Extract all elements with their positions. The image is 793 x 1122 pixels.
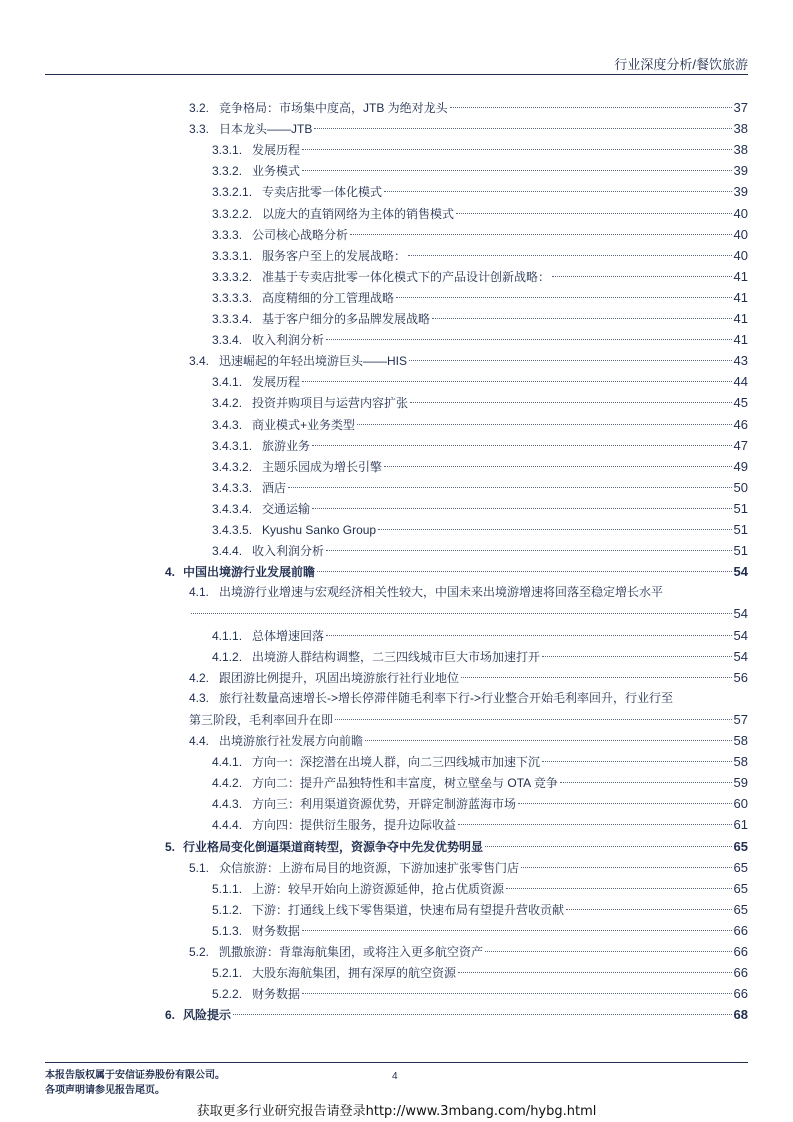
toc-entry-page: 66 [733, 922, 748, 938]
toc-entry[interactable] [212, 983, 748, 1004]
toc-entry-number: 3.3.3.1. [212, 248, 253, 263]
toc-entry[interactable] [212, 477, 748, 498]
toc-entry-page: 38 [733, 142, 748, 158]
toc-entry-page: 37 [733, 100, 748, 115]
toc-entry-title: 旅行社数量高速增长->增长停滞伴随毛利率下行->行业整合开始毛利率回升，行业行至 [219, 690, 674, 705]
toc-entry-number: 6. [165, 1008, 176, 1023]
toc-leader-dots [485, 951, 732, 952]
toc-entry-number: 4.4.3. [212, 797, 243, 812]
toc-leader-dots [485, 846, 732, 847]
footer-copyright: 本报告版权属于安信证券股份有限公司。 [45, 1070, 225, 1081]
toc-entry[interactable] [189, 603, 748, 624]
toc-entry[interactable] [189, 667, 748, 688]
toc-entry[interactable] [189, 350, 748, 371]
toc-entry-number: 4. [165, 565, 176, 580]
toc-entry-page: 41 [733, 332, 748, 348]
toc-leader-dots [191, 613, 732, 614]
toc-entry-page: 41 [733, 289, 748, 305]
toc-entry-title: 旅游业务 [262, 438, 311, 453]
toc-leader-dots [506, 888, 731, 889]
toc-entry-page: 39 [733, 184, 748, 200]
toc-entry-title: 收入利润分析 [252, 544, 325, 559]
toc-entry-number: 5.2.2. [212, 987, 243, 1002]
toc-entry-page: 40 [733, 247, 748, 263]
toc-entry[interactable] [189, 688, 748, 709]
toc-leader-dots [456, 213, 731, 214]
toc-entry-title: 大股东海航集团，拥有深厚的航空资源 [252, 966, 457, 981]
toc-leader-dots [458, 972, 731, 973]
toc-leader-dots [335, 719, 732, 720]
toc-entry-page: 54 [733, 627, 748, 643]
toc-entry-number: 3.4.3. [212, 417, 243, 432]
toc-entry-page: 56 [733, 669, 748, 685]
toc-entry-number: 4.1.2. [212, 649, 243, 664]
toc-entry[interactable] [212, 878, 748, 899]
header-divider [45, 74, 748, 75]
toc-leader-dots [521, 867, 732, 868]
toc-entry-number: 5.2.1. [212, 966, 243, 981]
toc-entry-title: 公司核心战略分析 [252, 227, 349, 242]
toc-entry-page: 51 [733, 543, 748, 559]
toc-entry[interactable] [212, 224, 748, 245]
toc-entry-title: 主题乐园成为增长引擎 [262, 459, 383, 474]
toc-entry-page: 50 [733, 479, 748, 495]
toc-entry-title: 投资并购项目与运营内容扩张 [252, 396, 409, 411]
toc-leader-dots [458, 824, 731, 825]
toc-entry-title: 发展历程 [252, 143, 301, 158]
toc-entry-page: 49 [733, 458, 748, 474]
toc-entry-number: 3.3.2.2. [212, 206, 253, 221]
watermark-link[interactable]: 获取更多行业研究报告请登录http://www.3mbang.com/hybg.html [196, 1104, 597, 1119]
toc-entry-number: 3.3.3. [212, 227, 243, 242]
toc-entry-page: 65 [733, 838, 748, 854]
toc-leader-dots [312, 508, 731, 509]
toc-leader-dots [552, 276, 731, 277]
toc-leader-dots [396, 297, 731, 298]
toc-leader-dots [432, 318, 731, 319]
toc-leader-dots [233, 1014, 732, 1015]
toc-leader-dots [378, 529, 731, 530]
toc-entry-title: 服务客户至上的发展战略： [262, 248, 407, 263]
toc-leader-dots [560, 782, 732, 783]
toc-entry-page: 47 [733, 437, 748, 453]
toc-entry-page: 51 [733, 500, 748, 516]
toc-entry-title: 第三阶段，毛利率回升在即 [189, 712, 334, 727]
toc-entry-title: 方向四：提供衍生服务，提升边际收益 [252, 818, 457, 833]
toc-entry-title: 行业格局变化倒逼渠道商转型，资源争夺中先发优势明显 [183, 839, 484, 854]
toc-entry-title: 风险提示 [183, 1008, 232, 1023]
toc-entry-title: 凯撒旅游：背靠海航集团，或将注入更多航空资产 [219, 945, 484, 959]
toc-entry-number: 5. [165, 839, 176, 854]
toc-entry[interactable] [165, 836, 748, 857]
toc-entry-title: 日本龙头——JTB [219, 122, 313, 137]
toc-entry-number: 3.4.3.5. [212, 523, 253, 537]
toc-entry-page: 65 [733, 901, 748, 917]
toc-entry-title: 财务数据 [252, 987, 301, 1002]
toc-entry-page: 44 [733, 374, 748, 390]
toc-entry-page: 38 [733, 121, 748, 137]
toc-entry-number: 5.1.3. [212, 923, 243, 938]
toc-entry-title: 出境游行业增速与宏观经济相关性较大，中国未来出境游增速将回落至稳定增长水平 [219, 585, 664, 600]
toc-entry[interactable] [212, 625, 748, 646]
toc-leader-dots [408, 255, 731, 256]
toc-entry-number: 5.2. [189, 945, 210, 959]
toc-entry-page: 54 [733, 564, 748, 580]
page-number: 4 [392, 1071, 398, 1082]
toc-entry[interactable] [165, 561, 748, 582]
toc-entry-number: 4.4.2. [212, 776, 243, 791]
toc-entry[interactable] [212, 540, 748, 561]
toc-entry[interactable] [212, 371, 748, 392]
toc-leader-dots [357, 424, 731, 425]
toc-leader-dots [450, 107, 732, 108]
toc-entry[interactable] [212, 920, 748, 941]
toc-entry-page: 54 [733, 648, 748, 664]
toc-entry-title: 中国出境游行业发展前瞻 [183, 565, 316, 580]
footer-divider [45, 1062, 748, 1063]
toc-leader-dots [384, 191, 731, 192]
toc-entry[interactable] [212, 287, 748, 308]
toc-entry-number: 4.4. [189, 734, 210, 748]
toc-leader-dots [518, 803, 731, 804]
toc-entry-page: 59 [733, 775, 748, 791]
toc-entry[interactable] [212, 814, 748, 835]
toc-entry-number: 3.3.3.3. [212, 290, 253, 305]
toc-entry-number: 3.4.4. [212, 544, 243, 559]
toc-entry-page: 58 [733, 733, 748, 748]
toc-entry[interactable] [212, 245, 748, 266]
toc-entry-number: 4.2. [189, 670, 210, 685]
toc-entry[interactable] [212, 772, 748, 793]
toc-entry-number: 5.1.2. [212, 902, 243, 917]
toc-entry-title: 众信旅游：上游布局目的地资源，下游加速扩张零售门店 [219, 860, 520, 875]
toc-entry-number: 4.3. [189, 690, 210, 705]
header-title: 行业深度分析/餐饮旅游 [614, 57, 748, 72]
toc-entry-number: 4.1.1. [212, 628, 243, 643]
toc-entry-number: 4.4.1. [212, 755, 243, 770]
toc-entry-number: 3.4.3.2. [212, 459, 253, 474]
toc-entry-title: Kyushu Sanko Group [262, 523, 377, 537]
toc-entry-page: 65 [733, 859, 748, 875]
toc-entry[interactable] [189, 582, 748, 603]
toc-entry[interactable] [189, 709, 748, 730]
toc-leader-dots [365, 740, 732, 741]
toc-entry[interactable] [189, 97, 748, 118]
toc-leader-dots [302, 930, 731, 931]
toc-entry-page: 66 [733, 986, 748, 1002]
toc-entry-number: 3.3.2. [212, 164, 243, 179]
toc-leader-dots [288, 487, 731, 488]
toc-leader-dots [302, 993, 731, 994]
toc-entry-number: 3.3.2.1. [212, 185, 253, 200]
toc-leader-dots [302, 149, 731, 150]
toc-entry-title: 交通运输 [262, 501, 311, 516]
toc-entry-number: 5.1.1. [212, 881, 243, 896]
toc-entry-title: 出境游人群结构调整，二三四线城市巨大市场加速打开 [252, 649, 541, 664]
toc-entry[interactable] [189, 730, 748, 751]
toc-entry-number: 3.3.1. [212, 143, 243, 158]
toc-entry-page: 65 [733, 880, 748, 896]
toc-entry[interactable] [189, 941, 748, 962]
toc-entry-title: 基于客户细分的多品牌发展战略 [262, 312, 431, 326]
toc-entry[interactable] [212, 160, 748, 181]
toc-entry[interactable] [189, 118, 748, 139]
toc-entry-title: 方向一：深挖潜在出境人群，向二三四线城市加速下沉 [252, 755, 541, 770]
toc-entry-page: 43 [733, 353, 748, 369]
toc-entry[interactable] [212, 456, 748, 477]
toc-entry-title: 迅速崛起的年轻出境游巨头——HIS [219, 354, 408, 369]
toc-entry[interactable] [212, 962, 748, 983]
toc-leader-dots [409, 360, 732, 361]
toc-entry[interactable] [212, 181, 748, 202]
toc-entry-title: 酒店 [262, 480, 287, 495]
toc-entry-title: 商业模式+业务类型 [252, 417, 356, 432]
toc-entry[interactable] [212, 646, 748, 667]
toc-entry-number: 3.3. [189, 122, 210, 137]
toc-entry-title: 方向二：提升产品独特性和丰富度，树立壁垒与 OTA 竞争 [252, 776, 558, 791]
toc-entry-page: 39 [733, 163, 748, 179]
toc-leader-dots [461, 677, 732, 678]
toc-leader-dots [312, 445, 731, 446]
toc-entry[interactable] [212, 308, 748, 329]
toc-entry-title: 总体增速回落 [252, 628, 325, 643]
toc-leader-dots [302, 170, 731, 171]
toc-entry-title: 上游：较早开始向上游资源延伸，抢占优质资源 [252, 881, 505, 896]
toc-leader-dots [542, 761, 731, 762]
toc-leader-dots [317, 571, 732, 572]
toc-entry[interactable] [212, 435, 748, 456]
toc-entry-title: 发展历程 [252, 375, 301, 390]
toc-entry-number: 3.4.3.3. [212, 480, 253, 495]
toc-entry-number: 5.1. [189, 860, 210, 875]
toc-entry-page: 60 [733, 796, 748, 812]
toc-leader-dots [314, 128, 731, 129]
toc-entry[interactable] [212, 519, 748, 540]
toc-entry[interactable] [212, 498, 748, 519]
toc-entry[interactable] [212, 414, 748, 435]
toc-entry-number: 4.1. [189, 585, 210, 600]
toc-entry[interactable] [212, 203, 748, 224]
toc-entry-page: 41 [733, 311, 748, 326]
toc-entry-title: 收入利润分析 [252, 333, 325, 348]
toc-entry-page: 51 [733, 522, 748, 537]
toc-entry[interactable] [212, 392, 748, 413]
toc-entry[interactable] [212, 899, 748, 920]
toc-leader-dots [326, 339, 731, 340]
toc-entry-title: 下游：打通线上线下零售渠道，快速布局有望提升营收贡献 [252, 902, 565, 917]
toc-entry-number: 3.3.3.4. [212, 312, 253, 326]
toc-entry[interactable] [212, 266, 748, 287]
toc-entry-number: 4.4.4. [212, 818, 243, 833]
toc-entry-page: 45 [733, 395, 748, 411]
toc-entry-number: 3.2. [189, 101, 210, 115]
toc-entry-page: 40 [733, 226, 748, 242]
toc-entry-title: 财务数据 [252, 923, 301, 938]
toc-leader-dots [566, 909, 731, 910]
toc-entry-page: 68 [733, 1007, 748, 1023]
toc-entry-title: 出境游旅行社发展方向前瞻 [219, 734, 364, 748]
toc-entry[interactable] [212, 793, 748, 814]
toc-entry-title: 跟团游比例提升，巩固出境游旅行社行业地位 [219, 670, 460, 685]
toc-entry-page: 40 [733, 205, 748, 221]
toc-entry-page: 66 [733, 965, 748, 981]
toc-entry[interactable] [212, 139, 748, 160]
toc-leader-dots [542, 656, 731, 657]
toc-entry-number: 3.3.3.2. [212, 269, 253, 284]
toc-entry-page: 54 [733, 606, 748, 622]
toc-entry-number: 3.4.2. [212, 396, 243, 411]
toc-entry-number: 3.4.3.4. [212, 501, 253, 516]
toc-entry[interactable] [189, 857, 748, 878]
toc-entry-title: 竞争格局：市场集中度高，JTB 为绝对龙头 [219, 101, 448, 115]
toc-entry-page: 57 [733, 711, 748, 727]
toc-entry-page: 66 [733, 944, 748, 959]
toc-entry-title: 方向三：利用渠道资源优势，开辟定制游蓝海市场 [252, 797, 517, 812]
toc-entry-page: 61 [733, 817, 748, 833]
toc-entry-number: 3.4.1. [212, 375, 243, 390]
toc-entry-number: 3.4. [189, 354, 210, 369]
footer-notice: 各项声明请参见报告尾页。 [45, 1085, 165, 1096]
toc-entry-title: 准基于专卖店批零一体化模式下的产品设计创新战略： [262, 269, 551, 284]
toc-leader-dots [326, 550, 731, 551]
footer-disclaimer [45, 1068, 225, 1098]
toc-entry-number: 3.3.4. [212, 333, 243, 348]
toc-entry-title: 业务模式 [252, 164, 301, 179]
toc-leader-dots [410, 402, 731, 403]
toc-entry-page: 46 [733, 416, 748, 432]
toc-entry-title: 高度精细的分工管理战略 [262, 290, 395, 305]
toc-entry-number: 3.4.3.1. [212, 438, 253, 453]
toc-entry-page: 41 [733, 268, 748, 284]
toc-entry[interactable] [212, 751, 748, 772]
toc-entry[interactable] [165, 1004, 748, 1025]
toc-leader-dots [326, 635, 731, 636]
toc-leader-dots [384, 466, 731, 467]
toc-entry[interactable] [212, 329, 748, 350]
toc-entry-title: 专卖店批零一体化模式 [262, 185, 383, 200]
toc-leader-dots [302, 381, 731, 382]
toc-entry-title: 以庞大的直销网络为主体的销售模式 [262, 206, 455, 221]
toc-entry-page: 58 [733, 754, 748, 770]
toc-leader-dots [350, 234, 731, 235]
